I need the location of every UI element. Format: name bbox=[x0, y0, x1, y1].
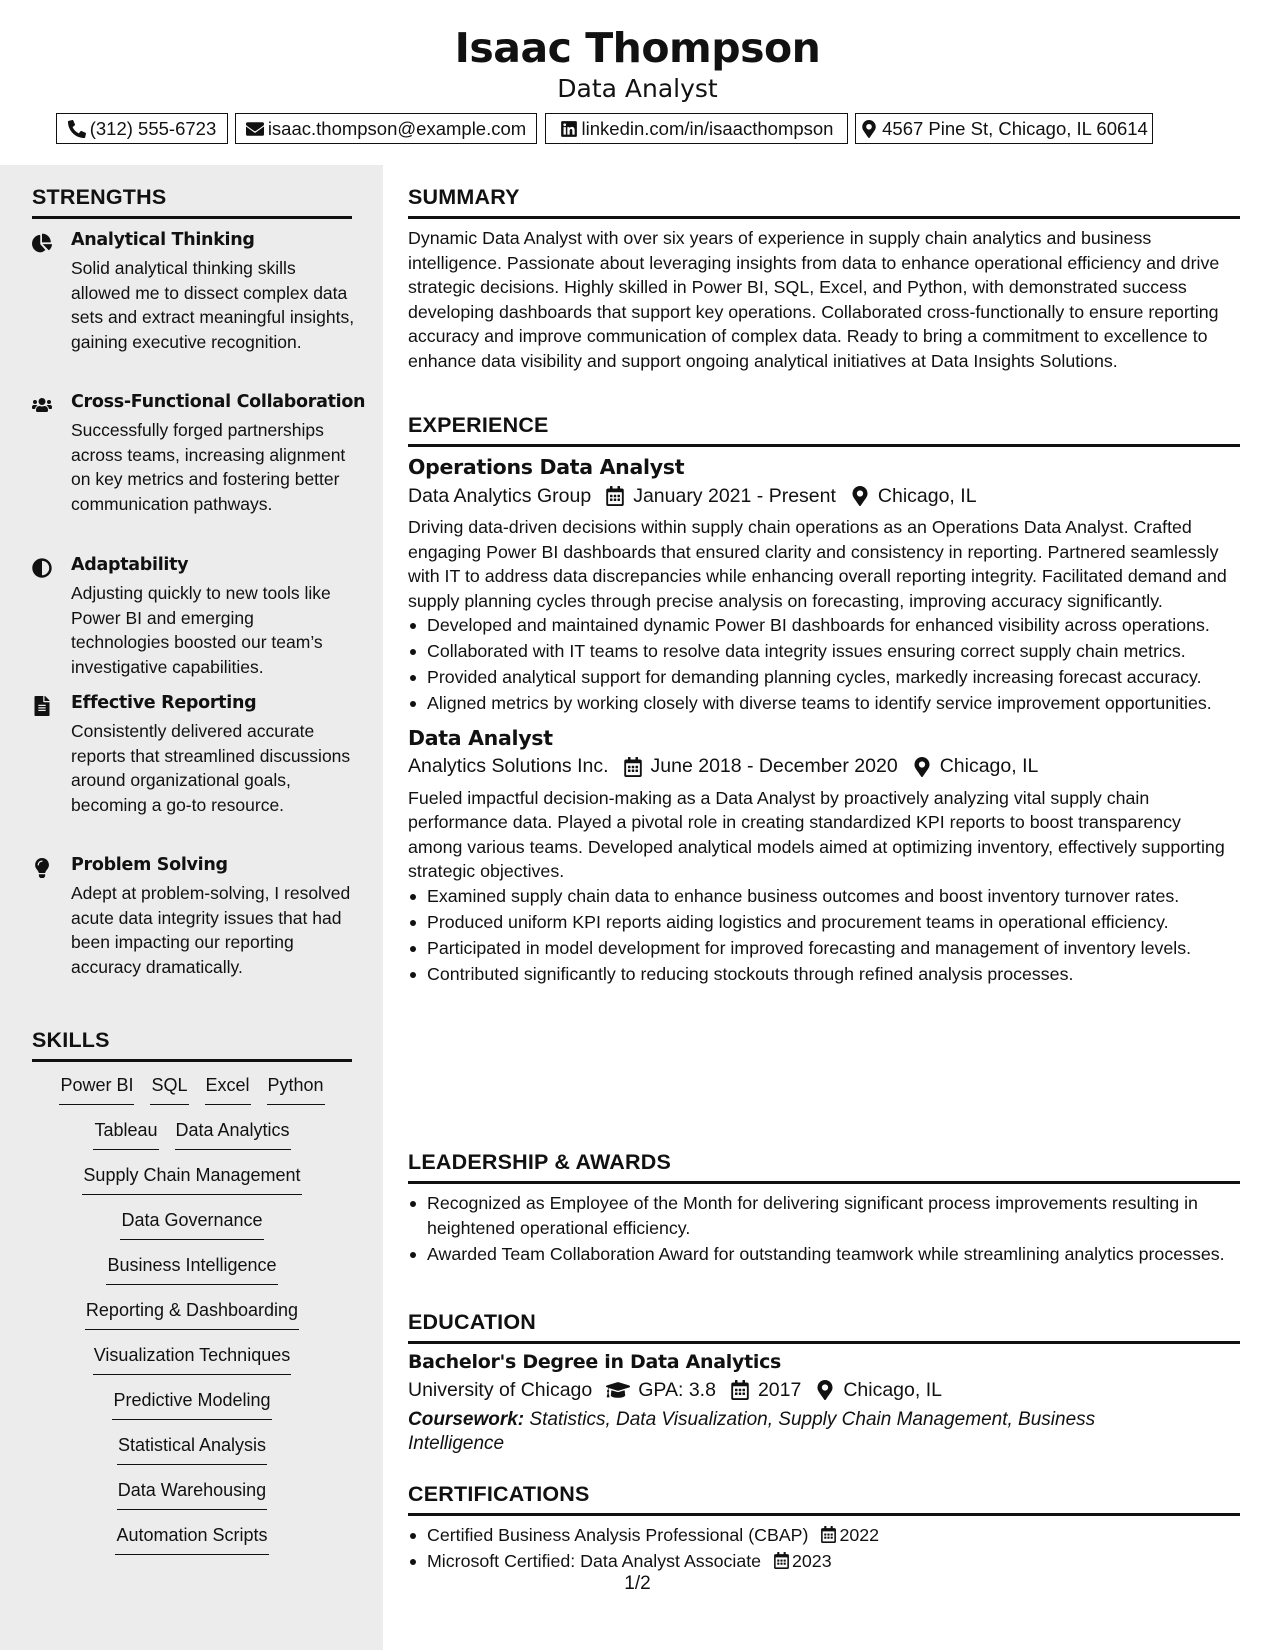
calendar-icon bbox=[820, 1525, 837, 1542]
phone-icon bbox=[68, 120, 86, 138]
summary-text: Dynamic Data Analyst with over six years of experience in supply chain analytics and business intelligence. Passionate about leveraging insights from data to enhance operational efficiency and drive strategic decisions. Highly skilled in Power BI, SQL, Excel, and Python, with demonstrated success developing dashboards that support key operations. Collaborated cross-functionally to ensure reporting accuracy and improve communication of complex data. Ready to bring a commitment to excellence to enhance data visibility and support ongoing analytical initiatives at Data Insights Solutions. bbox=[408, 228, 1220, 371]
degree-title: Bachelor's Degree in Data Analytics bbox=[408, 1351, 782, 1373]
job-meta bbox=[408, 482, 1240, 510]
job-bullet: Collaborated with IT teams to resolve data integrity issues ensuring correct supply chain metrics. bbox=[408, 639, 1240, 664]
skill-tag: Business Intelligence bbox=[106, 1255, 277, 1285]
job-dates: June 2018 - December 2020 bbox=[650, 755, 898, 777]
skill-tag: Data Analytics bbox=[175, 1120, 291, 1150]
job-location: Chicago, IL bbox=[877, 484, 977, 507]
skills-heading: SKILLS bbox=[32, 1028, 352, 1062]
job-description: Fueled impactful decision-making as a Data Analyst by proactively analyzing vital supply chain performance data. Played a pivotal role in creating standardized KPI reports to boost transparency among various teams. Developed analytical models aimed at optimizing inventory, effectively supporting strategic objectives. bbox=[408, 787, 1225, 881]
strength-description: Successfully forged partnerships across teams, increasing alignment on key metrics and fostering better communication pathways. bbox=[71, 420, 346, 514]
map-marker-icon bbox=[815, 1380, 835, 1400]
award-bullet: Awarded Team Collaboration Award for outstanding teamwork while streamlining analytics processes. bbox=[408, 1242, 1240, 1267]
strength-title: Adaptability bbox=[71, 555, 189, 575]
education-meta bbox=[408, 1376, 1240, 1404]
leadership-section bbox=[408, 1150, 1240, 1268]
strength-description: Consistently delivered accurate reports that streamlined discussions around organizational goals, becoming a go-to resource. bbox=[71, 721, 351, 815]
strength-description: Adjusting quickly to new tools like Power BI and emerging technologies boosted our team’s investigative capabilities. bbox=[71, 583, 331, 677]
certification-year: 2023 bbox=[792, 1551, 832, 1571]
experience-section bbox=[408, 413, 1240, 988]
skills-list bbox=[32, 1075, 352, 1570]
candidate-title: Data Analyst bbox=[557, 74, 718, 103]
summary-section bbox=[408, 185, 1240, 373]
skill-tag: Python bbox=[267, 1075, 325, 1105]
candidate-name: Isaac Thompson bbox=[454, 24, 821, 72]
gpa: GPA: 3.8 bbox=[638, 1378, 716, 1401]
job-location: Chicago, IL bbox=[939, 755, 1039, 777]
job-bullet: Produced uniform KPI reports aiding logistics and procurement teams in operational efficiency. bbox=[408, 910, 1240, 935]
education-location: Chicago, IL bbox=[843, 1378, 942, 1401]
strength-title: Cross-Functional Collaboration bbox=[71, 392, 366, 412]
calendar-icon bbox=[773, 1551, 790, 1568]
skill-tag: Predictive Modeling bbox=[112, 1390, 271, 1420]
job-bullet: Participated in model development for improved forecasting and management of inventory levels. bbox=[408, 936, 1240, 961]
coursework bbox=[408, 1408, 1148, 1456]
job-company: Analytics Solutions Inc. bbox=[408, 755, 609, 777]
certifications-section bbox=[408, 1482, 1240, 1575]
strength-item bbox=[32, 230, 362, 370]
job-title: Data Analyst bbox=[408, 725, 553, 750]
summary-heading: SUMMARY bbox=[408, 185, 1240, 219]
job-bullets bbox=[408, 613, 1240, 716]
award-bullet: Recognized as Employee of the Month for delivering significant process improvements resulting in heightened operational efficiency. bbox=[408, 1191, 1240, 1240]
coursework-label: Coursework: bbox=[408, 1409, 525, 1430]
contact-linkedin[interactable] bbox=[545, 113, 848, 144]
job-meta bbox=[408, 753, 1240, 781]
job-bullet: Contributed significantly to reducing stockouts through refined analysis processes. bbox=[408, 962, 1240, 987]
graduation-cap-icon bbox=[606, 1380, 630, 1400]
certification-name: Certified Business Analysis Professional (CBAP) bbox=[427, 1525, 809, 1545]
graduation-year: 2017 bbox=[757, 1378, 802, 1401]
linkedin-icon bbox=[560, 120, 578, 138]
skill-tag: Supply Chain Management bbox=[82, 1165, 301, 1195]
calendar-icon bbox=[730, 1380, 750, 1400]
contact-phone[interactable] bbox=[56, 113, 228, 144]
map-marker-icon bbox=[850, 486, 870, 506]
skill-tag: Data Governance bbox=[120, 1210, 263, 1240]
skill-tag: Statistical Analysis bbox=[117, 1435, 267, 1465]
strength-title: Effective Reporting bbox=[71, 693, 257, 713]
leadership-heading: LEADERSHIP & AWARDS bbox=[408, 1150, 1240, 1184]
strength-item bbox=[32, 693, 362, 833]
certification-item bbox=[408, 1523, 1240, 1548]
users-icon bbox=[32, 395, 54, 415]
calendar-icon bbox=[605, 486, 625, 506]
certifications-list bbox=[408, 1523, 1240, 1574]
certification-name: Microsoft Certified: Data Analyst Associate bbox=[427, 1551, 762, 1571]
job-bullet: Provided analytical support for demanding planning cycles, markedly increasing forecast accuracy. bbox=[408, 665, 1240, 690]
linkedin-text: linkedin.com/in/isaacthompson bbox=[581, 117, 834, 139]
contact-address[interactable] bbox=[855, 113, 1153, 144]
job-entry bbox=[408, 455, 1240, 716]
chart-pie-icon bbox=[32, 233, 54, 253]
job-description: Driving data-driven decisions within supply chain operations as an Operations Data Analyst. Crafted engaging Power BI dashboards that ensured clarity and consistency in reporting. Partnered seamlessly with IT to address data discrepancies while enhancing overall reporting integrity. Facilitated demand and supply planning cycles through precise analysis on forecasting, improving accuracy significantly. bbox=[408, 517, 1227, 611]
strengths-heading: STRENGTHS bbox=[32, 185, 352, 219]
skill-tag: SQL bbox=[150, 1075, 188, 1105]
job-bullets bbox=[408, 884, 1240, 987]
strength-description: Solid analytical thinking skills allowed me to dissect complex data sets and extract meaningful insights, gaining executive recognition. bbox=[71, 258, 355, 352]
strength-item bbox=[32, 855, 362, 995]
address-text: 4567 Pine St, Chicago, IL 60614 bbox=[882, 117, 1148, 139]
strength-title: Analytical Thinking bbox=[71, 230, 255, 250]
map-marker-icon bbox=[860, 120, 878, 138]
strength-item bbox=[32, 392, 366, 532]
experience-heading: EXPERIENCE bbox=[408, 413, 1240, 447]
education-heading: EDUCATION bbox=[408, 1310, 1240, 1344]
leadership-bullets bbox=[408, 1191, 1240, 1266]
job-title: Operations Data Analyst bbox=[408, 455, 685, 479]
school-name: University of Chicago bbox=[408, 1378, 593, 1401]
map-marker-icon bbox=[912, 757, 932, 777]
job-bullet: Developed and maintained dynamic Power BI dashboards for enhanced visibility across operations. bbox=[408, 613, 1240, 638]
job-bullet: Examined supply chain data to enhance business outcomes and boost inventory turnover rates. bbox=[408, 884, 1240, 909]
contact-bar bbox=[56, 113, 1216, 145]
skill-tag: Power BI bbox=[59, 1075, 134, 1105]
education-section bbox=[408, 1310, 1240, 1456]
strength-title: Problem Solving bbox=[71, 855, 228, 875]
job-dates: January 2021 - Present bbox=[633, 484, 836, 507]
skill-tag: Reporting & Dashboarding bbox=[85, 1300, 299, 1330]
envelope-icon bbox=[246, 120, 264, 138]
skill-tag: Data Warehousing bbox=[117, 1480, 267, 1510]
coursework-text: Statistics, Data Visualization, Supply Chain Management, Business Intelligence bbox=[408, 1409, 1096, 1454]
certifications-heading: CERTIFICATIONS bbox=[408, 1482, 1240, 1516]
strength-item bbox=[32, 555, 362, 675]
job-entry bbox=[408, 726, 1240, 987]
main-content bbox=[408, 165, 1240, 1650]
certification-year: 2022 bbox=[839, 1525, 880, 1545]
adjust-icon bbox=[32, 558, 54, 578]
calendar-icon bbox=[623, 757, 643, 777]
skill-tag: Tableau bbox=[93, 1120, 158, 1150]
phone-text: (312) 555-6723 bbox=[89, 117, 217, 139]
contact-email[interactable] bbox=[235, 113, 537, 144]
strength-description: Adept at problem-solving, I resolved acute data integrity issues that had been impacting our reporting accuracy dramatically. bbox=[71, 883, 351, 977]
job-bullet: Aligned metrics by working closely with diverse teams to identify service improvement opportunities. bbox=[408, 691, 1240, 716]
skill-tag: Visualization Techniques bbox=[93, 1345, 291, 1375]
resume-header bbox=[0, 0, 1275, 165]
email-text: isaac.thompson@example.com bbox=[267, 117, 527, 139]
certification-item bbox=[408, 1549, 1240, 1574]
skill-tag: Excel bbox=[205, 1075, 251, 1105]
lightbulb-icon bbox=[32, 858, 54, 878]
page-number: 1/2 bbox=[624, 1573, 651, 1594]
job-company: Data Analytics Group bbox=[408, 484, 592, 507]
skill-tag: Automation Scripts bbox=[115, 1525, 268, 1555]
file-alt-icon bbox=[32, 696, 54, 716]
